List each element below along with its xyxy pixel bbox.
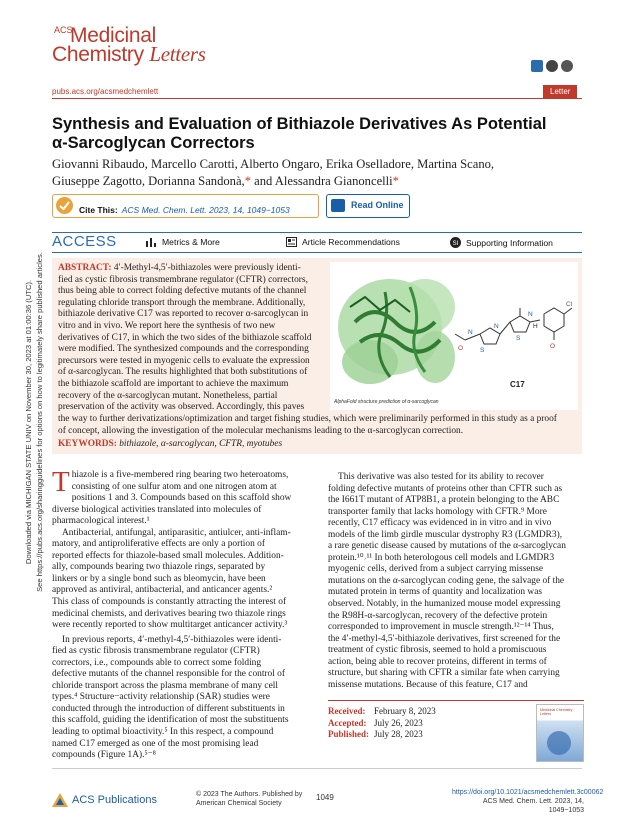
abstract-line: regulating chloride transport through the membrane. Additionally,: [58, 297, 306, 308]
cover-title: Medicinal Chemistry Letters: [540, 708, 573, 716]
abstract-line: preservation of the activity was observed. Accordingly, this paves: [58, 402, 305, 413]
authors-line2b: and Alessandra Gianoncelli: [251, 174, 393, 188]
article-title-line1: Synthesis and Evaluation of Bithiazole Derivatives As Potential: [52, 115, 547, 133]
keywords: bithiazole, α-sarcoglycan, CFTR, myotubes: [119, 439, 283, 450]
body-line: compounds (Figure 1A).⁵⁻⁸: [52, 750, 156, 761]
corresponding-star: *: [392, 174, 399, 188]
doi-link[interactable]: https://doi.org/10.1021/acsmedchemlett.3c00062: [452, 789, 604, 796]
abstract-line: vitro and in vivo. We report here the synthesis of two new: [58, 320, 276, 331]
body-line: corresponded to improvement in muscle strength.¹²⁻¹⁴ Thus,: [328, 622, 554, 633]
body-line: a rare genetic disease caused by mutations of the α-sarcoglycan: [328, 541, 566, 552]
body-line: structure, but sharing with CFTR a similar fate when carrying: [328, 668, 560, 679]
journal-logo[interactable]: [52, 24, 206, 64]
toc-graphic: [330, 262, 578, 410]
journal-acs-label: ACS: [54, 25, 73, 35]
body-line: folding defective mutants of proteins other than CFTR such as: [328, 483, 563, 494]
toc-graphic-svg: [330, 262, 578, 410]
body-line: fied as cystic fibrosis transmembrane regulator (CFTR): [52, 646, 260, 657]
body-line: mutated protein in terms of quantity and localization was: [328, 587, 543, 598]
article-title: [52, 115, 592, 153]
atom-label: S: [480, 347, 485, 354]
atom-label: N: [494, 323, 499, 330]
received-label: Received:: [328, 706, 366, 716]
article-title-line2: α-Sarcoglycan Correctors: [52, 134, 255, 152]
body-line: ally, compounds bearing two thiazole rings, separated by: [52, 562, 266, 573]
body-line: matory, and antiproliferative effects are only a portion of: [52, 539, 265, 550]
acs-publications-logo[interactable]: [52, 793, 157, 807]
header-divider: [52, 98, 582, 99]
body-line: action, being able to recover proteins, different in terms of: [328, 656, 547, 667]
atom-label: N: [528, 311, 533, 318]
body-right-column: [328, 472, 584, 691]
article-icon: [286, 237, 297, 247]
accepted-label: Accepted:: [328, 717, 367, 728]
body-line: types.⁴ Structure−activity relationship (SAR) studies were: [52, 692, 270, 703]
atom-label: S: [516, 335, 521, 342]
body-line: myogenic cells, derived from a subject carrying missense: [328, 564, 544, 575]
dates-block: [328, 706, 436, 741]
body-line: diverse biological activities translated into molecules of: [52, 504, 262, 515]
body-line: named C17 emerged as one of the most promising lead: [52, 738, 259, 749]
access-label: ACCESS: [52, 233, 117, 250]
body-line: leading to optimal bioactivity.⁵ In this respect, a compound: [52, 727, 274, 738]
body-line: chloride transport across the plasma membrane of many cell: [52, 680, 278, 691]
footer-copyright: © 2023 The Authors. Published by American Chemical Society: [196, 791, 303, 807]
supporting-info-label: Supporting Information: [466, 237, 553, 248]
atom-label: N: [468, 329, 473, 336]
abstract-line: fied as cystic fibrosis transmembrane regulator (CFTR) correctors,: [58, 274, 308, 285]
svg-text:SI: SI: [452, 241, 459, 247]
body-line: were recently reported to show multitarget anticancer activity.³: [52, 620, 288, 631]
atom-label: O: [458, 345, 464, 352]
accepted-date: July 26, 2023: [374, 717, 423, 728]
footer-citation: ACS Med. Chem. Lett. 2023, 14, 1049−1053: [482, 798, 584, 814]
received-date: February 8, 2023: [374, 706, 436, 716]
bar-chart-icon: [146, 237, 157, 247]
attribution-icon: [561, 60, 573, 72]
body-line: positions 1 and 3. Compounds based on this scaffold show: [71, 493, 292, 504]
body-line: This derivative was also tested for its ability to recover: [338, 472, 544, 482]
body-line: defective mutants of the channel responsible for the control of: [52, 669, 285, 680]
body-line: In previous reports, 4′-methyl-4,5′-bithiazoles were identi-: [62, 634, 282, 645]
body-line: approved as antiviral, antibacterial, and anticancer agents.²: [52, 585, 273, 596]
read-online-label: Read Online: [351, 200, 404, 210]
body-line: medicinal chemists, and derivatives bearing two thiazole rings: [52, 608, 286, 619]
abstract-line: were modified. The synthesized compounds and the corresponding: [58, 344, 309, 355]
body-line: treatment of cystic fibrosis, seemed to hold a promiscuous: [328, 645, 547, 656]
body-line: correctors, i.e., compounds able to correct some folding: [52, 657, 262, 668]
recommendations-label: Article Recommendations: [302, 237, 400, 247]
license-icons: [531, 60, 573, 72]
acs-logo-icon: [52, 793, 68, 807]
open-access-icon: [531, 60, 543, 72]
read-online-button[interactable]: [326, 194, 410, 218]
body-line: pharmacological interest.¹: [52, 516, 150, 527]
footer-divider: [52, 768, 582, 769]
journal-word-medicinal: Medicinal: [70, 24, 157, 47]
cite-box[interactable]: [52, 194, 319, 218]
body-line: hiazole is a five-membered ring bearing two heteroatoms,: [71, 470, 289, 480]
abstract-line: 4′-Methyl-4,5′-bithiazoles were previously identi-: [113, 263, 301, 273]
journal-url[interactable]: pubs.acs.org/acsmedchemlett: [52, 87, 159, 96]
body-line: the R98H-α-sarcoglycan, recovery of the defective protein: [328, 610, 548, 621]
body-line: the 4′-methyl-4,5′-bithiazole derivatives, first screened for the: [328, 633, 561, 644]
body-line: recently, C17 efficacy was evidenced in in vitro and in vivo: [328, 518, 552, 529]
abstract-line: thus being able to correct folding defective mutants of the channel: [58, 286, 307, 297]
body-line: mutations on the α-sarcoglycan coding gene, the salvage of the: [328, 575, 565, 586]
publisher-name: ACS Publications: [72, 794, 157, 806]
dropcap: T: [52, 466, 70, 498]
journal-word-chemistry: Chemistry: [52, 43, 144, 66]
download-notice-line1: Downloaded via MICHIGAN STATE UNIV on November 30, 2023 at 01:00:36 (UTC).: [24, 279, 33, 565]
body-line: linkers or by a single bond such as bleomycin, have been: [52, 573, 266, 584]
access-bar: [52, 232, 582, 253]
si-icon: [450, 237, 461, 248]
body-line: this scaffold, guiding the identification of most the substituents: [52, 715, 289, 726]
keywords-label: KEYWORDS:: [58, 439, 117, 450]
atom-label: O: [550, 343, 556, 350]
body-line: models of the limb girdle muscular dystrophy R3 (LGMDR3),: [328, 529, 563, 540]
atom-label: H: [533, 323, 538, 330]
creative-commons-icon: [546, 60, 558, 72]
recommendations-link[interactable]: [286, 237, 400, 247]
body-line: observed. Notably, in the humanized mouse model expressing: [328, 599, 561, 610]
abstract-line: bithiazole derivative C17 was reported to recover α-sarcoglycan in: [58, 309, 309, 320]
protein-structure: [338, 279, 455, 384]
body-line: consisting of one sulfur atom and one nitrogen atom at: [71, 481, 277, 492]
body-line: transporter family that lacks homology with CFTR.⁹ More: [328, 506, 547, 517]
abstract-line: the bithiazole scaffold are important to achieve the maximum: [58, 378, 289, 389]
read-online-icon: [331, 199, 345, 212]
dates-divider: [328, 700, 584, 701]
toc-caption: AlphaFold structure prediction of α-sarcoglycan: [334, 399, 439, 405]
body-line: reported effects for thiazole-based small molecules. Addition-: [52, 550, 284, 561]
body-line: the I661T mutant of ATP8B1, a protein belonging to the ABC: [328, 495, 560, 506]
metrics-link[interactable]: [146, 237, 220, 247]
abstract-text: [58, 263, 324, 414]
body-left-column: [52, 466, 310, 762]
page-number: 1049: [316, 793, 334, 802]
abstract-line: derivatives of C17, in which the two sides of the bithiazole scaffold: [58, 332, 312, 343]
toc-compound-label: C17: [510, 380, 525, 389]
body-line: protein.¹⁰˒¹¹ In both heterologous cell models and LGMDR3: [328, 552, 555, 563]
author-list: [52, 156, 592, 190]
published-date: July 28, 2023: [374, 729, 423, 739]
c17-molecule: [455, 308, 572, 344]
cite-label: Cite This:: [79, 205, 118, 215]
abstract-text-full: [58, 414, 578, 451]
abstract-full-line1: the way to further derivatizations/optimization and target fishing studies, which were preliminarily performed in this study as a proof: [58, 414, 557, 424]
authors-line1: Giovanni Ribaudo, Marcello Carotti, Alberto Ongaro, Erika Oselladore, Martina Scano,: [52, 157, 495, 171]
cite-text[interactable]: ACS Med. Chem. Lett. 2023, 14, 1049−1053: [121, 205, 290, 215]
supporting-info-link[interactable]: [450, 237, 553, 248]
abstract-full-line2: of concept, allowing the investigation of the molecular mechanisms leading to the α-sarcoglycan correction.: [58, 425, 464, 436]
article-type-tag: Letter: [543, 85, 577, 98]
journal-cover[interactable]: [536, 704, 584, 762]
footer-doi-block: [452, 788, 604, 815]
atom-label: Cl: [566, 301, 573, 308]
abstract-label: ABSTRACT:: [58, 263, 112, 273]
published-label: Published:: [328, 729, 370, 739]
body-line: This class of compounds is constantly attracting the interest of: [52, 597, 287, 608]
journal-word-letters: Letters: [149, 42, 206, 66]
abstract-line: recovery of the α-sarcoglycan mutant. Nonetheless, partial: [58, 390, 278, 401]
body-line: Antibacterial, antifungal, antiparasitic, antiulcer, anti-inflam-: [62, 527, 291, 538]
corresponding-star: *: [244, 174, 252, 188]
authors-line2a: Giuseppe Zagotto, Dorianna Sandonà,: [52, 174, 245, 188]
download-notice: [23, 102, 47, 742]
download-notice-line2: See https://pubs.acs.org/sharingguidelines for options on how to legitimately share published articles.: [35, 252, 44, 592]
abstract-line: of α-sarcoglycan. The results highlighted that both substitutions of: [58, 367, 308, 378]
cover-art: [547, 731, 571, 755]
body-line: missense mutations. Because of this feature, C17 and: [328, 679, 528, 690]
body-line: conducted through the introduction of different substituents in: [52, 703, 285, 714]
abstract-line: precursors were tested in myogenic cells to evaluate the expression: [58, 355, 310, 366]
metrics-label: Metrics & More: [162, 237, 220, 247]
cite-check-icon: [56, 197, 73, 214]
